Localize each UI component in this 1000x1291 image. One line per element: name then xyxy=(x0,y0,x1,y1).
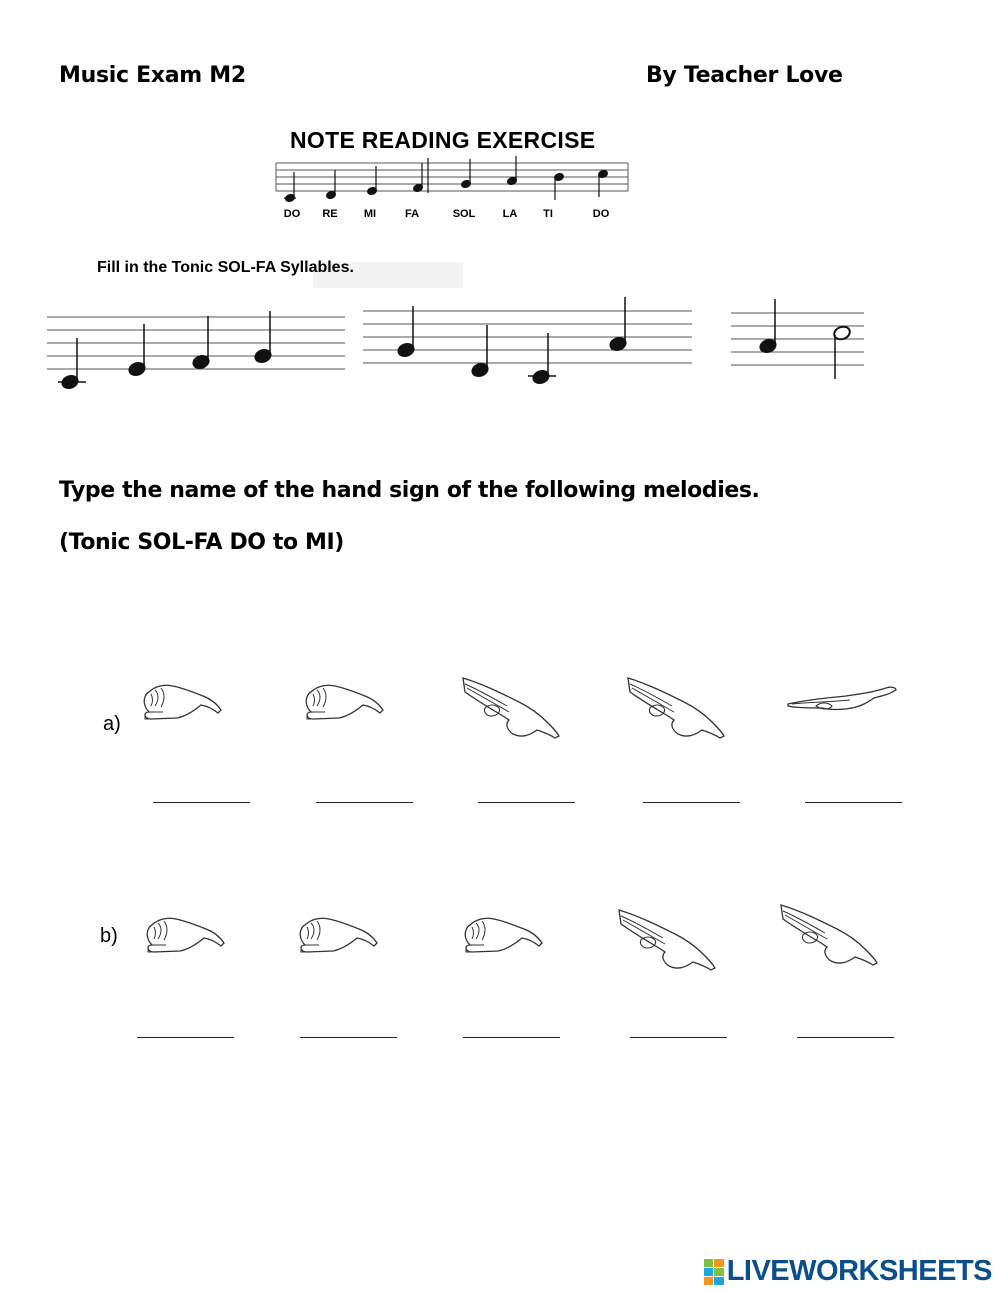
exercise-staff-2-notes xyxy=(396,297,627,385)
fist-hand-icon xyxy=(297,917,387,959)
hand-sign-instruction: Type the name of the hand sign of the following melodies. xyxy=(59,478,760,503)
answer-blank[interactable] xyxy=(153,802,250,803)
row-a-label: a) xyxy=(103,713,121,735)
slanted-hand-icon xyxy=(619,908,719,976)
answer-blank[interactable] xyxy=(478,802,575,803)
syllable-label: MI xyxy=(363,208,377,220)
fill-in-instruction: Fill in the Tonic SOL-FA Syllables. xyxy=(97,259,354,276)
fist-hand-icon xyxy=(462,917,552,959)
fist-hand-icon xyxy=(303,684,393,726)
author-name: By Teacher Love xyxy=(646,63,843,88)
syllable-label: TI xyxy=(543,208,553,220)
answer-blank[interactable] xyxy=(463,1037,560,1038)
slanted-hand-icon xyxy=(781,903,881,971)
answer-blank[interactable] xyxy=(643,802,740,803)
fist-hand-icon xyxy=(141,684,231,726)
row-b-label: b) xyxy=(100,925,118,947)
answer-blank[interactable] xyxy=(137,1037,234,1038)
exam-title: Music Exam M2 xyxy=(59,63,246,88)
answer-blank[interactable] xyxy=(630,1037,727,1038)
exercise-staff-1-notes xyxy=(58,311,273,390)
liveworksheets-logo xyxy=(704,1255,992,1288)
slanted-hand-icon xyxy=(463,676,563,744)
answer-blank[interactable] xyxy=(316,802,413,803)
answer-blank[interactable] xyxy=(805,802,902,803)
slanted-hand-icon xyxy=(628,676,728,744)
note-reading-title: NOTE READING EXERCISE xyxy=(290,127,596,153)
answer-blank[interactable] xyxy=(300,1037,397,1038)
fist-hand-icon xyxy=(144,917,234,959)
syllable-label: SOL xyxy=(452,208,476,220)
flat-hand-icon xyxy=(786,686,900,714)
exercise-staves xyxy=(0,0,1000,420)
syllable-label: LA xyxy=(502,208,518,220)
logo-mark-icon xyxy=(704,1259,724,1285)
brand-name: LIVEWORKSHEETS xyxy=(726,1255,992,1287)
hand-sign-range-note: (Tonic SOL-FA DO to MI) xyxy=(59,530,344,555)
syllable-label: FA xyxy=(404,208,420,220)
syllable-label: DO xyxy=(592,208,610,220)
syllable-label: RE xyxy=(322,208,338,220)
answer-blank[interactable] xyxy=(797,1037,894,1038)
syllable-label: DO xyxy=(283,208,301,220)
